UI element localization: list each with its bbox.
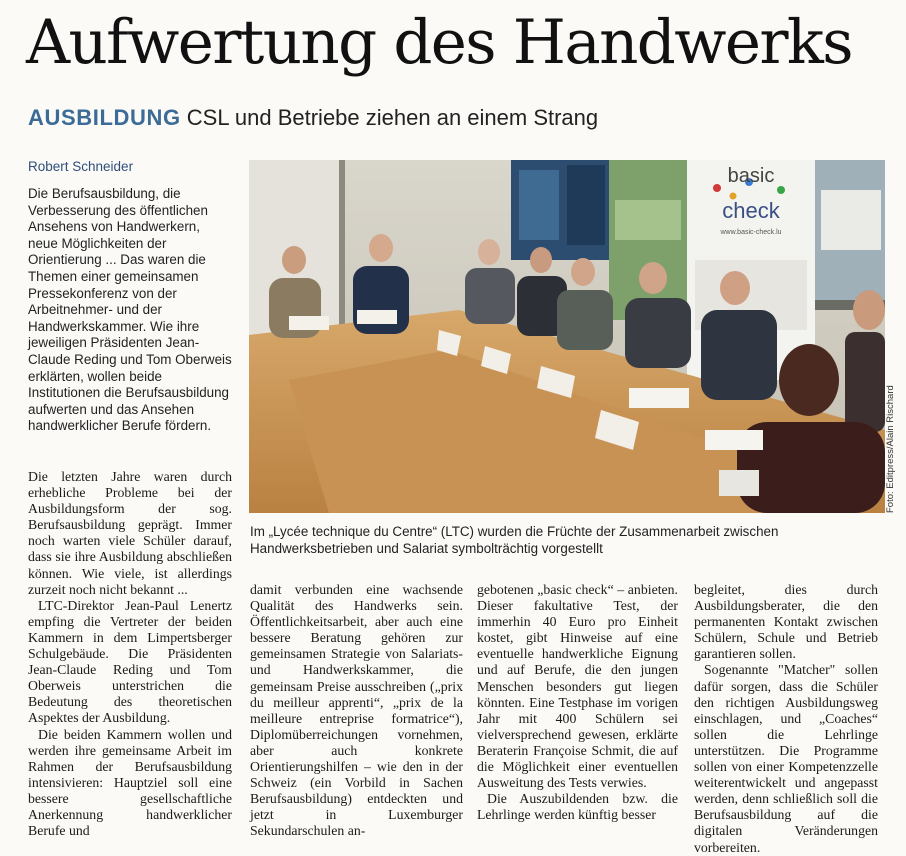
photo-credit-text: Foto: Editpress/Alain Rischard <box>885 385 896 513</box>
lead-text: Die Berufsausbildung, die Verbesserung des öffentlichen Ansehens von Handwerkern, neue Möglichkeiten der Orientierung ... Das waren die Themen einer gemeinsamen Pressekonferenz von der Arbeitnehmer- und der Handwerkskammer. Wie ihre jeweiligen Präsidenten Jean-Claude Reding und Tom Oberweis erklärten, wollen beide Institutionen die Berufsausbildung aufwerten und das Ansehen handwerklicher Berufe fördern. <box>28 186 232 434</box>
body-paragraph: begleitet, dies durch Ausbildungsberater, die den permanenten Kontakt zwischen Schülern, Schule und Betrieb garantieren sollen. <box>694 582 878 662</box>
body-column-1 <box>28 469 232 839</box>
banner-basic-text: basic <box>727 165 775 187</box>
body-column-4 <box>694 582 878 856</box>
subheadline-text: CSL und Betriebe ziehen an einem Strang <box>186 105 599 130</box>
body-paragraph: damit verbunden eine wachsende Qualität des Handwerks sein. Öffentlichkeitsarbeit, aber auch eine bessere Beratung gehören zur gemeinsamen Strategie von Salariats- und Handwerkskammer, die gemeinsam Preise ausschreiben („prix du meilleur apprenti“, „prix de la meilleure entreprise formatrice“), Diplomüberreichungen vornehmen, aber auch konkrete Orientierungshilfen – wie den in der Schweiz (ein Vorbild in Sachen Berufsausbildung) entdeckten und jetzt in Luxemburger Sekundarschulen an- <box>250 582 463 839</box>
body-paragraph: LTC-Direktor Jean-Paul Lenertz empfing die Vertreter der beiden Kammern in dem Limpertsberger Schulgebäude. Die Präsidenten Jean-Claude Reding und Tom Oberweis unterstrichen die Bedeutung des theoretischen Aspektes der Ausbildung. <box>28 597 232 726</box>
lead-paragraph <box>28 186 233 435</box>
headline: Aufwertung des Handwerks <box>26 7 852 78</box>
body-paragraph: Sogenannte "Matcher" sollen dafür sorgen, dass die Schüler den richtigen Ausbildungsweg einschlagen, und „Coaches“ sollen die Lehrlinge unterstützen. Die Programme sollen von einer Kompetenzzelle weiterentwickelt und angepasst werden, denn schließlich soll die Berufsausbildung auf die digitalen Veränderungen vorbereiten. <box>694 662 878 855</box>
body-column-3 <box>477 582 678 823</box>
banner-check-text: check <box>722 198 780 223</box>
body-column-2 <box>250 582 463 840</box>
photo-caption: Im „Lycée technique du Centre“ (LTC) wurden die Früchte der Zusammenarbeit zwischen Handwerksbetrieben und Salariat symbolträchtig vorgestellt <box>250 524 779 556</box>
body-paragraph: Die Auszubildenden bzw. die Lehrlinge werden künftig besser <box>477 791 678 823</box>
banner-url-text: www.basic-check.lu <box>720 229 782 236</box>
photo-illustration <box>249 160 885 513</box>
subheadline <box>28 104 598 132</box>
body-paragraph: Die beiden Kammern wollen und werden ihre gemeinsame Arbeit im Rahmen der Berufsausbildung intensivieren: Hauptziel soll eine bessere gesellschaftliche Anerkennung handwerklicher Berufe und <box>28 726 232 839</box>
kicker: AUSBILDUNG <box>28 105 181 130</box>
press-conference-photo <box>249 160 885 513</box>
body-paragraph: Die letzten Jahre waren durch erhebliche Probleme bei der Ausbildungsform der sog. Berufsausbildung geprägt. Immer noch warten viele Schüler darauf, dass sie ihre Ausbildung abschließen können. Wie viele, ist allerdings zurzeit noch nicht bekannt ... <box>28 469 232 597</box>
author-byline: Robert Schneider <box>28 159 134 174</box>
body-paragraph: gebotenen „basic check“ – anbieten. Dieser fakultative Test, der immerhin 40 Euro pro Einheit kostet, gibt Hinweise auf eine eventuelle handwerkliche Eignung und auf Berufe, die den jungen Menschen besonders gut liegen könnten. Eine Testphase im vorigen Jahr mit 400 Schülern sei vielversprechend gewesen, erklärte Beraterin Françoise Schmit, die auf die Möglichkeit einer eventuellen Ausweitung des Tests verwies. <box>477 582 678 791</box>
